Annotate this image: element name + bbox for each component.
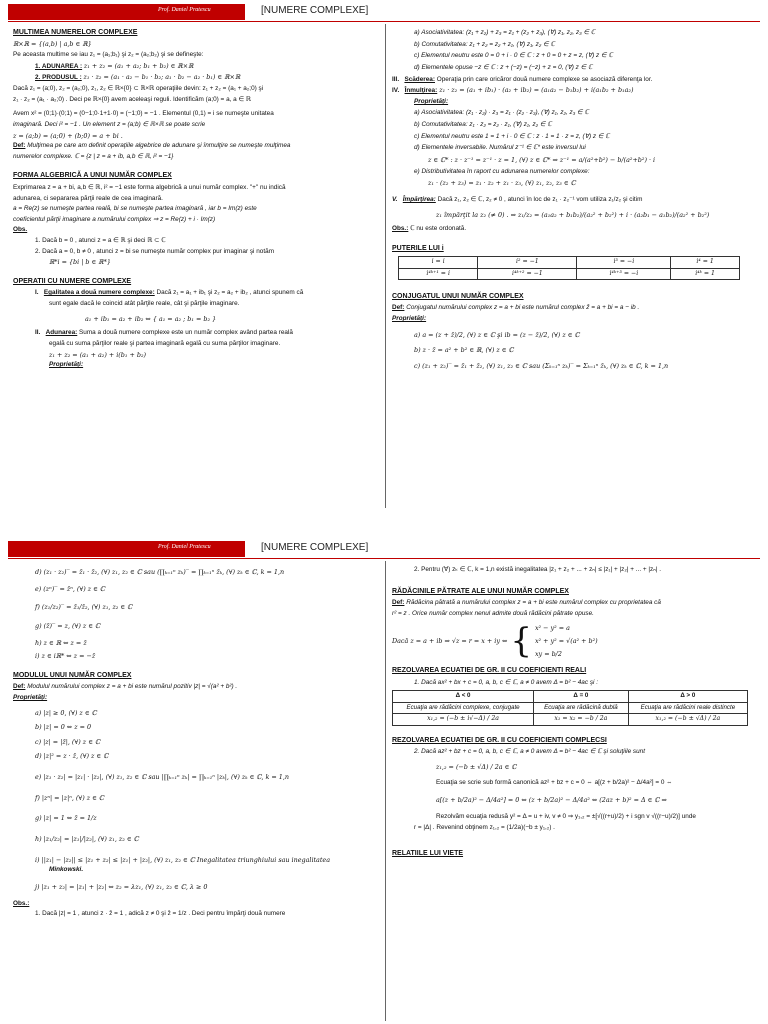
list-item: a) |z| ≥ 0, (∀) z ∈ ℂ xyxy=(35,708,97,717)
list-item: e) Distributivitatea în raport cu adunarea numerelor complexe: xyxy=(414,167,590,175)
equation-table xyxy=(392,690,748,725)
table-row xyxy=(393,714,748,725)
label: V. xyxy=(392,195,398,203)
list-item: e) (zⁿ)‾ = z̄ⁿ, (∀) z ∈ ℂ xyxy=(35,584,106,593)
column-divider xyxy=(385,24,386,508)
left-column xyxy=(13,26,379,372)
label: Proprietăţi: xyxy=(414,97,449,105)
table-row xyxy=(399,268,740,279)
header-rule xyxy=(8,558,760,559)
brace-icon: { xyxy=(510,621,532,662)
label: Împărţirea: xyxy=(402,195,436,203)
label: 2. PRODUSUL : xyxy=(35,74,82,82)
list-item: f) (z₁/z₂)‾ = z̄₁/z̄₂, (∀) z₁, z₂ ∈ ℂ xyxy=(35,603,133,612)
table-row xyxy=(399,257,740,268)
text-line: Dacă z₁ = (a;0), z₂ = (a₂;0), z₁, z₂ ∈ ℝ×{0} ⊂ ℝ×ℝ operaţiile devin: z₁ + z₂ = (a₁ + a₂;0) şi xyxy=(13,85,264,92)
list-item: i) z ∈ iℝ* ⇔ z = −z̄ xyxy=(35,652,96,661)
page-2 xyxy=(0,537,768,1024)
label: Proprietăţi: xyxy=(49,361,84,369)
table-cell: x₁,₂ = (−b ± √Δ) / 2a xyxy=(628,714,747,725)
label: Def: xyxy=(13,142,26,150)
text-line: Avem x² = (0;1)·(0;1) = (0−1;0·1+1·0) = (−1;0) = −1 . Elementul (0,1) = i se numeşte unitatea xyxy=(13,110,274,118)
formula: z₁ · z₂ = (a₁ + ib₁) · (a₂ + ib₂) = (a₁a₂ − b₁b₂) + i(a₁b₂ + b₁a₂) xyxy=(437,86,634,95)
equation: x² − y² = a xyxy=(534,624,570,633)
list-item: d) Elementele inversabile. Numărul z⁻¹ ∈ ℂ* este inversul lui xyxy=(414,144,586,152)
formula: a₁ + ib₁ = a₂ + ib₂ ⇔ { a₁ = a₂ ; b₁ = b₂ } xyxy=(85,314,217,323)
list-item: d) (z₁ · z₂)‾ = z̄₁ · z̄₂, (∀) z₁, z₂ ∈ ℂ sau (∏ₖ₌₁ⁿ zₖ)‾ = ∏ₖ₌₁ⁿ z̄ₖ, (∀) zₖ ∈ ℂ, k = 1,n xyxy=(35,568,285,576)
text-line: r = |Δ| . Revenind obţinem z₁,₂ = (1/2a)(−b ± y₁,₂) . xyxy=(414,824,555,832)
list-item: c) Elementul neutru este 0 = 0 + i · 0 ∈ ℂ : z + 0 = 0 + z = z, (∀) z ∈ ℂ xyxy=(414,52,613,60)
text-line: 2. Dacă az² + bz + c = 0, a, b, c ∈ ℂ, a ≠ 0 avem Δ = b² − 4ac ∈ ℂ şi soluţiile sunt xyxy=(414,747,645,755)
text-line: sunt egale dacă le coincid atât părţile reale, cât şi părţile imaginare. xyxy=(49,300,240,308)
section-title: FORMA ALGEBRICĂ A UNUI NUMĂR COMPLEX xyxy=(13,172,172,180)
text-line: Mulţimea pe care am definit operaţiile algebrice de adunare şi înmulţire se numeşte mulţimea xyxy=(27,142,291,150)
text-line: z = (a;b) = (a;0) + (b;0) = a + bi . xyxy=(13,131,123,140)
table-header: Δ < 0 xyxy=(393,691,534,702)
text-line: Minkowski. xyxy=(49,866,84,874)
label: Def: xyxy=(392,599,405,607)
table-cell: i² = −1 xyxy=(478,257,577,268)
label: 1. ADUNAREA : xyxy=(35,62,83,70)
header-author: Prof. Daniel Pratescu xyxy=(158,544,211,550)
label: Obs.: xyxy=(392,225,409,233)
header-author: Prof. Daniel Pratescu xyxy=(158,7,211,13)
root-system xyxy=(392,621,754,662)
powers-table xyxy=(398,256,740,280)
equation: x² + y² = √(a² + b²) xyxy=(534,637,598,646)
label: Scăderea: xyxy=(404,75,435,83)
list-item: g) (z̄)‾ = z, (∀) z ∈ ℂ xyxy=(35,621,101,630)
system-equations xyxy=(535,624,598,658)
table-cell: i³ = −i xyxy=(577,257,671,268)
text-line: Rădăcina pătrată a numărului complex z = a + bi este numărul complex cu proprietatea că xyxy=(404,599,661,607)
text-line: 1. Dacă ax² + bx + c = 0, a, b, c ∈ ℂ, a ≠ 0 avem Δ = b² − 4ac şi : xyxy=(414,678,599,686)
section-title: REZOLVAREA ECUATIEI DE GR. II CU COEFICIENTI COMPLECSI xyxy=(392,736,607,744)
list-item: b) Comutativitatea: z₁ + z₂ = z₂ + z₁, (∀) z₁, z₂ ∈ ℂ xyxy=(414,40,555,48)
text-line: z₁ · z₂ = (a₁ · a₂;0) . Deci pe ℝ×{0} avem aceleaşi reguli. Identificăm (a;0) = a, a ∈ ℝ xyxy=(13,95,251,103)
section-title: MODULUL UNUI NUMĂR COMPLEX xyxy=(13,671,132,679)
text-line: a = Re(z) se numeşte partea reală, bi se numeşte partea imaginară , iar b = Im(z) este xyxy=(13,205,257,213)
list-item: g) |z| = 1 ⇔ z̄ = 1/z xyxy=(35,814,97,823)
list-item: e) |z₁ · z₂| = |z₁| · |z₂|, (∀) z₁, z₂ ∈ ℂ sau |∏ₖ₌₁ⁿ zₖ| = ∏ₖ₌₁ⁿ |zₖ|, (∀) zₖ ∈ ℂ, k = 1,n xyxy=(35,773,290,782)
list-item: a) a = (z + z̄)/2, (∀) z ∈ ℂ şi ib = (z − z̄)/2, (∀) z ∈ ℂ xyxy=(414,330,580,339)
equation: xy = b/2 xyxy=(534,649,562,658)
column-divider xyxy=(385,561,386,1021)
table-cell: i⁴ᵏ = 1 xyxy=(671,268,740,279)
text-line: Suma a două numere complexe este un număr complex având partea reală xyxy=(77,329,293,337)
label: I. xyxy=(35,289,39,297)
table-row xyxy=(393,702,748,713)
list-item: c) Elementul neutru este 1 = 1 + i · 0 ∈ ℂ : z · 1 = 1 · z = z, (∀) z ∈ ℂ xyxy=(414,132,610,140)
table-cell: Ecuaţia are rădăcină dublă xyxy=(534,702,629,713)
label: Obs.: xyxy=(13,899,30,907)
formula: Dacă z = a + ib ⇒ √z = r = x + iy ⇔ xyxy=(392,637,508,646)
list-item: d) |z|² = z · z̄, (∀) z ∈ ℂ xyxy=(35,752,109,761)
text-line: imaginară. Deci i² = −1 . Un element z = (a;b) ∈ ℝ×ℝ se poate scrie xyxy=(13,120,206,128)
label: Egalitatea a două numere complexe: xyxy=(43,289,155,297)
text-line: Exprimarea z = a + bi, a,b ∈ ℝ, i² = −1 este forma algebrică a unui număr complex. "+" nu indică xyxy=(13,183,286,191)
label: Înmulţirea: xyxy=(404,87,438,95)
formula: z₁ · (z₂ + z₃) = z₁ · z₂ + z₁ · z₃, (∀) z₁, z₂, z₃ ∈ ℂ xyxy=(428,179,576,188)
table-cell: i⁴ᵏ⁺¹ = i xyxy=(399,268,478,279)
page-gap xyxy=(0,512,768,537)
section-title: CONJUGATUL UNUI NUMĂR COMPLEX xyxy=(392,293,524,301)
list-item: h) z ∈ ℝ ⇔ z = z̄ xyxy=(35,638,87,647)
list-item: i) ||z₁| − |z₂|| ≤ |z₁ + z₂| ≤ |z₁| + |z₂|, (∀) z₁, z₂ ∈ ℂ Inegalitatea triunghiului sau inegalitatea xyxy=(35,855,331,864)
section-title: PUTERILE LUI i xyxy=(392,244,444,252)
list-item: b) |z| = 0 ⇔ z = 0 xyxy=(35,723,92,732)
list-item: h) |z₁/z₂| = |z₁|/|z₂|, (∀) z₁, z₂ ∈ ℂ xyxy=(35,835,139,844)
text-line: r² = z . Orice număr complex nenul admite două rădăcini pătrate opuse. xyxy=(392,609,594,617)
section-title: RELATIILE LUI VIETE xyxy=(392,849,464,857)
formula: a[(z + b/2a)² − Δ/4a²] = 0 ⇔ (z + b/2a)² − Δ/4a² ⇔ (2az + b)² = Δ ∈ ℂ ⇒ xyxy=(436,795,667,804)
list-item: a) Asociativitatea: (z₁ + z₂) + z₃ = z₁ + (z₂ + z₃), (∀) z₁, z₂, z₃ ∈ ℂ xyxy=(414,29,596,36)
label: Proprietăţi: xyxy=(13,693,48,701)
list-item: b) z · z̄ = a² + b² ∈ ℝ, (∀) z ∈ ℂ xyxy=(414,346,514,355)
section-title: OPERATII CU NUMERE COMPLEXE xyxy=(13,278,132,286)
text-line: 1. Dacă b = 0 , atunci z = a ∈ ℝ şi deci ℝ ⊂ ℂ xyxy=(35,237,166,245)
table-cell: Ecuaţia are rădăcini reale distincte xyxy=(628,702,747,713)
page-header xyxy=(8,4,760,20)
list-item: j) |z₁ + z₂| = |z₁| + |z₂| ⇔ z₂ = λz₁, (∀) z₁, z₂ ∈ ℂ, λ ≥ 0 xyxy=(35,882,208,891)
label: III. xyxy=(392,75,400,83)
label: Def: xyxy=(13,683,26,691)
table-cell: Ecuaţia are rădăcini complexe, conjugate xyxy=(393,702,534,713)
formula: z₁ + z₂ = (a₁ + a₂; b₁ + b₂) ∈ ℝ×ℝ xyxy=(83,61,194,70)
label: IV. xyxy=(392,87,400,95)
text-line: adunarea, ci separarea părţii reale de cea imaginară. xyxy=(13,194,163,202)
table-cell: i⁴ = 1 xyxy=(671,257,740,268)
header-title: [NUMERE COMPLEXE] xyxy=(261,542,369,553)
label: Obs. xyxy=(13,226,28,234)
text-line: Operaţia prin care oricăror două numere complexe se asociază diferenţa lor. xyxy=(435,75,653,83)
text-line: Dacă z₁ = a₁ + ib₁ şi z₂ = a₂ + ib₂ , atunci spunem că xyxy=(154,289,304,297)
list-item: b) Comutativitatea: z₁ · z₂ = z₂ · z₁, (∀) z₁, z₂ ∈ ℂ xyxy=(414,121,552,129)
label: Proprietăţi: xyxy=(392,315,427,323)
table-cell: i⁴ᵏ⁺² = −1 xyxy=(478,268,577,279)
text-line: Conjugatul numărului complex z = a + bi este numărul complex z̄ = a + bi = a − ib . xyxy=(404,304,640,312)
text-line: ℝ×ℝ = {(a,b) | a,b ∈ ℝ} xyxy=(13,40,92,49)
label: Adunarea: xyxy=(45,329,78,337)
list-item: c) |z| = |z̄|, (∀) z ∈ ℂ xyxy=(35,737,101,746)
list-item: 1. Dacă |z| = 1 , atunci z · z̄ = 1 , adică z ≠ 0 şi z̄ = 1/z . Deci pentru împărţi două numere xyxy=(35,910,286,918)
formula: ℝ*i = {bi | b ∈ ℝ*} xyxy=(49,258,111,267)
formula: z ∈ ℂ* : z · z⁻¹ = z⁻¹ · z = 1, (∀) z ∈ ℂ* ⇒ z⁻¹ = a/(a²+b²) − b/(a²+b²) · i xyxy=(428,156,656,165)
label: Def: xyxy=(392,304,405,312)
page-header xyxy=(8,541,760,557)
text-line: Pe aceasta multime se iau z₁ = (a₁;b₁) şi z₂ = (a₂;b₂) şi se defineşte: xyxy=(13,51,204,59)
formula: z₁,₂ = (−b ± √Δ) / 2a ∈ ℂ xyxy=(436,762,517,771)
formula: z₁ + z₂ = (a₁ + a₂) + i(b₁ + b₂) xyxy=(49,350,147,359)
table-header: Δ = 0 xyxy=(534,691,629,702)
list-item: 2. Pentru (∀) zₖ ∈ ℂ, k = 1,n există inegalitatea |z₁ + z₂ + ... + zₙ| ≤ |z₁| + |z₂| + ... + |zₙ| . xyxy=(414,566,662,573)
header-rule xyxy=(8,21,760,22)
list-item: f) |zⁿ| = |z|ⁿ, (∀) z ∈ ℂ xyxy=(35,793,105,802)
header-title: [NUMERE COMPLEXE] xyxy=(261,5,369,16)
text-line: Ecuaţia se scrie sub formă canonică az² + bz + c = 0 ⇔ a[(z + b/2a)² − Δ/4a²] = 0 ⇔ xyxy=(436,779,673,787)
table-cell: x₁,₂ = (−b ± i√−Δ) / 2a xyxy=(393,714,534,725)
text-line: egală cu suma părţilor reale şi partea imaginară egală cu suma părţilor imaginare. xyxy=(49,340,281,348)
text-line: ℂ nu este ordonată. xyxy=(408,225,467,233)
list-item: d) Elementele opuse −z ∈ ℂ : z + (−z) = (−z) + z = 0, (∀) z ∈ ℂ xyxy=(414,63,593,71)
table-cell: i = i xyxy=(399,257,478,268)
table-cell: i⁴ᵏ⁺³ = −i xyxy=(577,268,671,279)
table-header: Δ > 0 xyxy=(628,691,747,702)
text-line: Dacă z₁, z₂ ∈ ℂ, z₂ ≠ 0 , atunci în loc de z₁ · z₂⁻¹ vom utiliza z₁/z₂ şi citim xyxy=(435,195,643,203)
section-title: RĂDĂCINILE PĂTRATE ALE UNUI NUMĂR COMPLEX xyxy=(392,587,569,595)
section-title: MULTIMEA NUMERELOR COMPLEXE xyxy=(13,29,138,36)
formula: z₁ împărţit la z₂ (≠ 0) . ⇒ z₁/z₂ = (a₁a₂ + b₁b₂)/(a₂² + b₂²) + i · (a₂b₁ − a₁b₂)/(a₂² + b₂²) xyxy=(436,210,710,219)
right-column xyxy=(392,563,754,861)
text-line: numerelor complexe. ℂ = {z | z = a + ib, a,b ∈ ℝ, i² = −1} xyxy=(13,152,174,160)
text-line: Modulul numărului complex z = a + bi este numărul pozitiv |z| = √(a² + b²) . xyxy=(25,683,238,691)
right-column xyxy=(392,26,754,378)
table-row xyxy=(393,691,748,702)
list-item: a) Asociativitatea: (z₁ · z₂) · z₃ = z₁ · (z₂ · z₃), (∀) z₁, z₂, z₃ ∈ ℂ xyxy=(414,109,589,117)
formula: z₁ · z₂ = (a₁ · a₂ − b₁ · b₂; a₁ · b₂ − a₂ · b₁) ∈ ℝ×ℝ xyxy=(83,73,241,82)
label: II. xyxy=(35,329,41,337)
text-line: Rezolvăm ecuaţia redusă y² = Δ = u + iv, v ≠ 0 ⇒ y₁,₂ = ±[√((r+u)/2) + i sgn v √((r−u)/2)] unde xyxy=(436,812,696,820)
table-cell: x₁ = x₂ = −b / 2a xyxy=(534,714,629,725)
left-column xyxy=(13,563,379,921)
section-title: REZOLVAREA ECUATIEI DE GR. II CU COEFICIENTI REALI xyxy=(392,667,587,675)
list-item: c) (z₁ + z₂)‾ = z̄₁ + z̄₂, (∀) z₁, z₂ ∈ ℂ sau (Σₖ₌₁ⁿ zₖ)‾ = Σₖ₌₁ⁿ z̄ₖ, (∀) zₖ ∈ ℂ, k = 1,n xyxy=(414,362,669,371)
text-line: 2. Dacă a = 0, b ≠ 0 , atunci z = bi se numeşte număr complex pur imaginar şi notăm xyxy=(35,247,275,255)
text-line: coeficientul părţii imaginare a numărului complex ⇒ z = Re(z) + i · Im(z) xyxy=(13,215,216,223)
